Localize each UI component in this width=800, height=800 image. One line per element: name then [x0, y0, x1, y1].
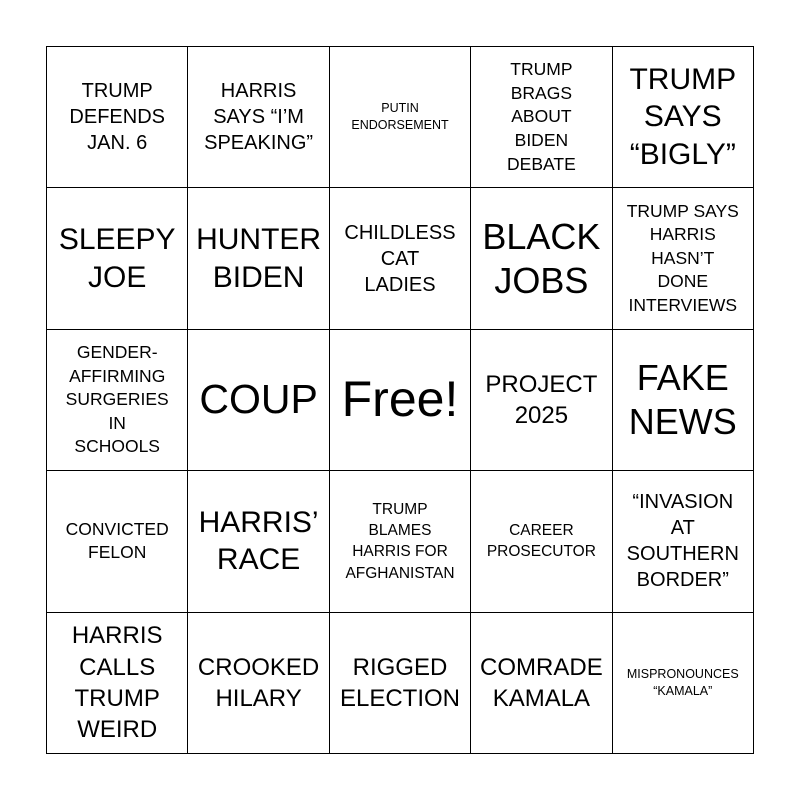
bingo-cell[interactable]: TRUMP SAYS HARRIS HASN’T DONE INTERVIEWS: [613, 188, 754, 329]
bingo-cell[interactable]: TRUMP SAYS “BIGLY”: [613, 47, 754, 188]
bingo-cell[interactable]: TRUMP BLAMES HARRIS FOR AFGHANISTAN: [330, 471, 471, 612]
bingo-cell[interactable]: PUTIN ENDORSEMENT: [330, 47, 471, 188]
bingo-cell[interactable]: COUP: [188, 330, 329, 471]
bingo-cell[interactable]: PROJECT 2025: [471, 330, 612, 471]
bingo-cell[interactable]: “INVASION AT SOUTHERN BORDER”: [613, 471, 754, 612]
bingo-cell[interactable]: HUNTER BIDEN: [188, 188, 329, 329]
free-space[interactable]: Free!: [330, 330, 471, 471]
bingo-cell[interactable]: GENDER- AFFIRMING SURGERIES IN SCHOOLS: [47, 330, 188, 471]
bingo-cell[interactable]: CHILDLESS CAT LADIES: [330, 188, 471, 329]
bingo-cell[interactable]: HARRIS CALLS TRUMP WEIRD: [47, 613, 188, 754]
bingo-cell[interactable]: COMRADE KAMALA: [471, 613, 612, 754]
bingo-cell[interactable]: SLEEPY JOE: [47, 188, 188, 329]
bingo-cell[interactable]: TRUMP BRAGS ABOUT BIDEN DEBATE: [471, 47, 612, 188]
bingo-cell[interactable]: MISPRONOUNCES “KAMALA”: [613, 613, 754, 754]
bingo-cell[interactable]: HARRIS SAYS “I’M SPEAKING”: [188, 47, 329, 188]
bingo-cell[interactable]: RIGGED ELECTION: [330, 613, 471, 754]
bingo-cell[interactable]: BLACK JOBS: [471, 188, 612, 329]
bingo-cell[interactable]: HARRIS’ RACE: [188, 471, 329, 612]
bingo-board: [46, 46, 754, 754]
bingo-cell[interactable]: CROOKED HILARY: [188, 613, 329, 754]
bingo-cell[interactable]: TRUMP DEFENDS JAN. 6: [47, 47, 188, 188]
bingo-cell[interactable]: CONVICTED FELON: [47, 471, 188, 612]
bingo-cell[interactable]: FAKE NEWS: [613, 330, 754, 471]
bingo-cell[interactable]: CAREER PROSECUTOR: [471, 471, 612, 612]
